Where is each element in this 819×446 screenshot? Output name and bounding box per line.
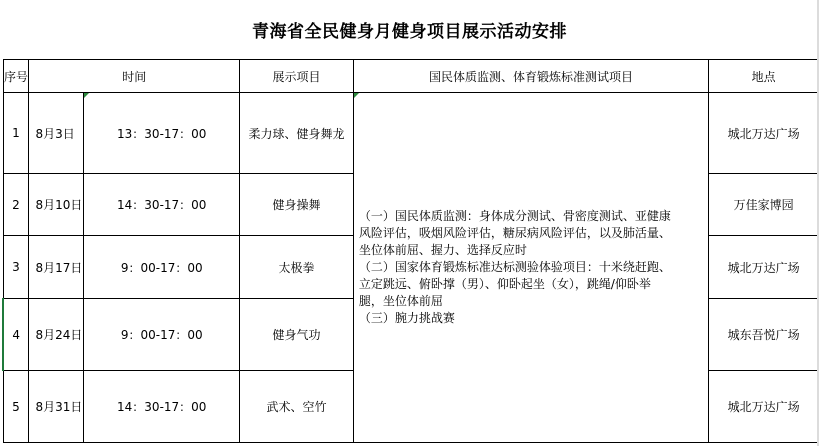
tests-line: 立定跳远、俯卧撑（男）、仰卧起坐（女），跳绳/仰卧举 [358, 277, 651, 291]
tests-line: （二）国家体育锻炼标准达标测验体验项目：十米绕赶跑、 [358, 260, 671, 274]
cell-time[interactable] [84, 93, 240, 174]
comment-marker-icon [84, 93, 89, 98]
cell-place[interactable]: 万佳家博园 [709, 174, 819, 236]
comment-marker-icon [354, 93, 359, 98]
schedule-table [2, 59, 819, 443]
table-row [3, 93, 819, 174]
cell-project[interactable]: 健身操舞 [240, 174, 354, 236]
cell-place[interactable]: 城北万达广场 [709, 93, 819, 174]
sheet-title: 青海省全民健身月健身项目展示活动安排 [252, 21, 567, 42]
tests-line: （三）腕力挑战赛 [358, 311, 455, 325]
cell-project[interactable]: 武术、空竹 [240, 371, 354, 443]
cell-project[interactable]: 健身气功 [240, 299, 354, 371]
cell-time[interactable]: 14：30-17：00 [84, 371, 240, 443]
cell-time[interactable]: 14：30-17：00 [84, 174, 240, 236]
cell-seq[interactable]: 1 [3, 93, 29, 174]
tests-line: （一）国民体质监测：身体成分测试、骨密度测试、亚健康 [358, 209, 671, 223]
cell-date[interactable]: 8月24日 [29, 299, 84, 371]
header-place[interactable]: 地点 [709, 60, 819, 93]
cell-seq[interactable]: 5 [3, 371, 29, 443]
cell-date[interactable]: 8月31日 [29, 371, 84, 443]
cell-place[interactable]: 城北万达广场 [709, 371, 819, 443]
cell-date[interactable]: 8月17日 [29, 236, 84, 299]
cell-seq[interactable]: 4 [3, 299, 29, 371]
header-row [3, 60, 819, 93]
cell-tests[interactable] [353, 93, 708, 443]
cell-project[interactable]: 柔力球、健身舞龙 [240, 93, 354, 174]
cell-seq[interactable]: 3 [3, 236, 29, 299]
cell-time-text: 13：30-17：00 [117, 126, 207, 141]
tests-line: 坐位体前屈、握力、选择反应时 [358, 243, 527, 257]
header-time[interactable]: 时间 [29, 60, 240, 93]
cell-place[interactable]: 城东吾悦广场 [709, 299, 819, 371]
cell-time[interactable]: 9：00-17：00 [84, 236, 240, 299]
header-project[interactable]: 展示项目 [240, 60, 354, 93]
cell-place[interactable]: 城北万达广场 [709, 236, 819, 299]
cell-date[interactable]: 8月3日 [29, 93, 84, 174]
cell-seq[interactable]: 2 [3, 174, 29, 236]
header-seq[interactable]: 序号 [3, 60, 29, 93]
cell-project[interactable]: 太极拳 [240, 236, 354, 299]
tests-line: 风险评估，吸烟风险评估，糖尿病风险评估，以及肺活量、 [358, 226, 671, 240]
cell-time[interactable]: 9：00-17：00 [84, 299, 240, 371]
header-tests[interactable]: 国民体质监测、体育锻炼标准测试项目 [353, 60, 708, 93]
cell-date[interactable]: 8月10日 [29, 174, 84, 236]
tests-line: 腿，坐位体前屈 [358, 294, 443, 308]
